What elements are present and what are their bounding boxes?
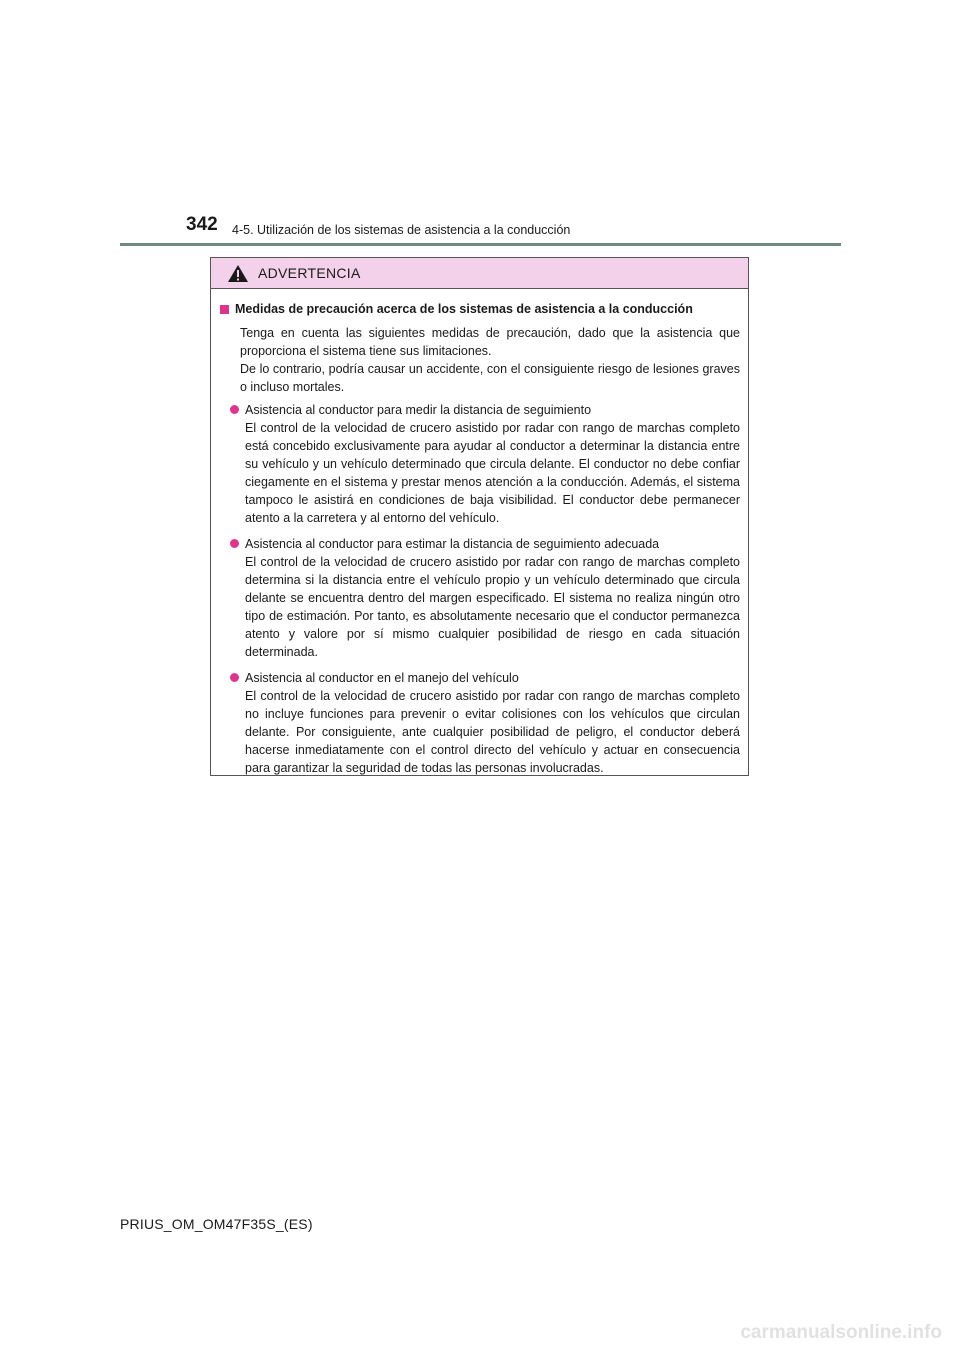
item-description: El control de la velocidad de crucero asistido por radar con rango de marchas completo no incluye funciones para prevenir o evitar colisiones con los vehículos que circulan delante. Por consiguiente, ante cualquier posibilidad de peligro, el conductor deberá hacerse inmediatamente con el control directo del vehículo y actuar en consecuencia para garantizar la seguridad de todas las personas involucradas.: [245, 689, 740, 775]
warning-box: [210, 257, 749, 776]
warning-heading: [220, 301, 740, 318]
dot-bullet-icon: [230, 673, 239, 682]
list-item: [230, 535, 740, 661]
header-rule: [120, 243, 841, 246]
warning-header: [211, 258, 748, 289]
item-description: El control de la velocidad de crucero asistido por radar con rango de marchas completo determina si la distancia entre el vehículo propio y un vehículo determinado que circula delante se encuentra dentro del margen especificado. El sistema no realiza ningún otro tipo de estimación. Por tanto, es absolutamente necesario que el conductor permanezca atento y valore por sí mismo cualquier posibilidad de riesgo en cada situación determinada.: [245, 555, 740, 659]
section-title: 4-5. Utilización de los sistemas de asistencia a la conducción: [232, 223, 571, 237]
warning-body: [211, 289, 748, 777]
square-bullet-icon: [220, 305, 229, 314]
dot-bullet-icon: [230, 539, 239, 548]
dot-bullet-icon: [230, 405, 239, 414]
footer-code: PRIUS_OM_OM47F35S_(ES): [120, 1216, 313, 1232]
list-item: [230, 669, 740, 777]
list-item: [230, 401, 740, 527]
item-title: Asistencia al conductor para estimar la distancia de seguimiento adecuada: [245, 537, 660, 551]
warning-heading-text: Medidas de precaución acerca de los sistemas de asistencia a la conducción: [235, 302, 693, 316]
intro-paragraph: Tenga en cuenta las siguientes medidas de precaución, dado que la asistencia que proporciona el sistema tiene sus limitaciones.: [240, 326, 740, 358]
item-title: Asistencia al conductor para medir la distancia de seguimiento: [245, 403, 592, 417]
warning-intro: [240, 324, 740, 396]
item-description: El control de la velocidad de crucero asistido por radar con rango de marchas completo está concebido exclusivamente para ayudar al conductor a determinar la distancia entre su vehículo y un vehículo determinado que circula delante. El conductor no debe confiar ciegamente en el sistema y prestar menos atención a la conducción. Además, el sistema tampoco le asistirá en condiciones de baja visibilidad. El conductor debe permanecer atento a la carretera y al entorno del vehículo.: [245, 421, 740, 525]
warning-triangle-icon: [227, 264, 249, 283]
intro-paragraph: De lo contrario, podría causar un accidente, con el consiguiente riesgo de lesiones graves o incluso mortales.: [240, 362, 740, 394]
item-title: Asistencia al conductor en el manejo del vehículo: [245, 671, 519, 685]
warning-label: ADVERTENCIA: [258, 265, 361, 281]
warning-items: [230, 401, 740, 777]
watermark: carmanualsonline.info: [740, 1322, 942, 1343]
page-number: 342: [186, 214, 218, 235]
